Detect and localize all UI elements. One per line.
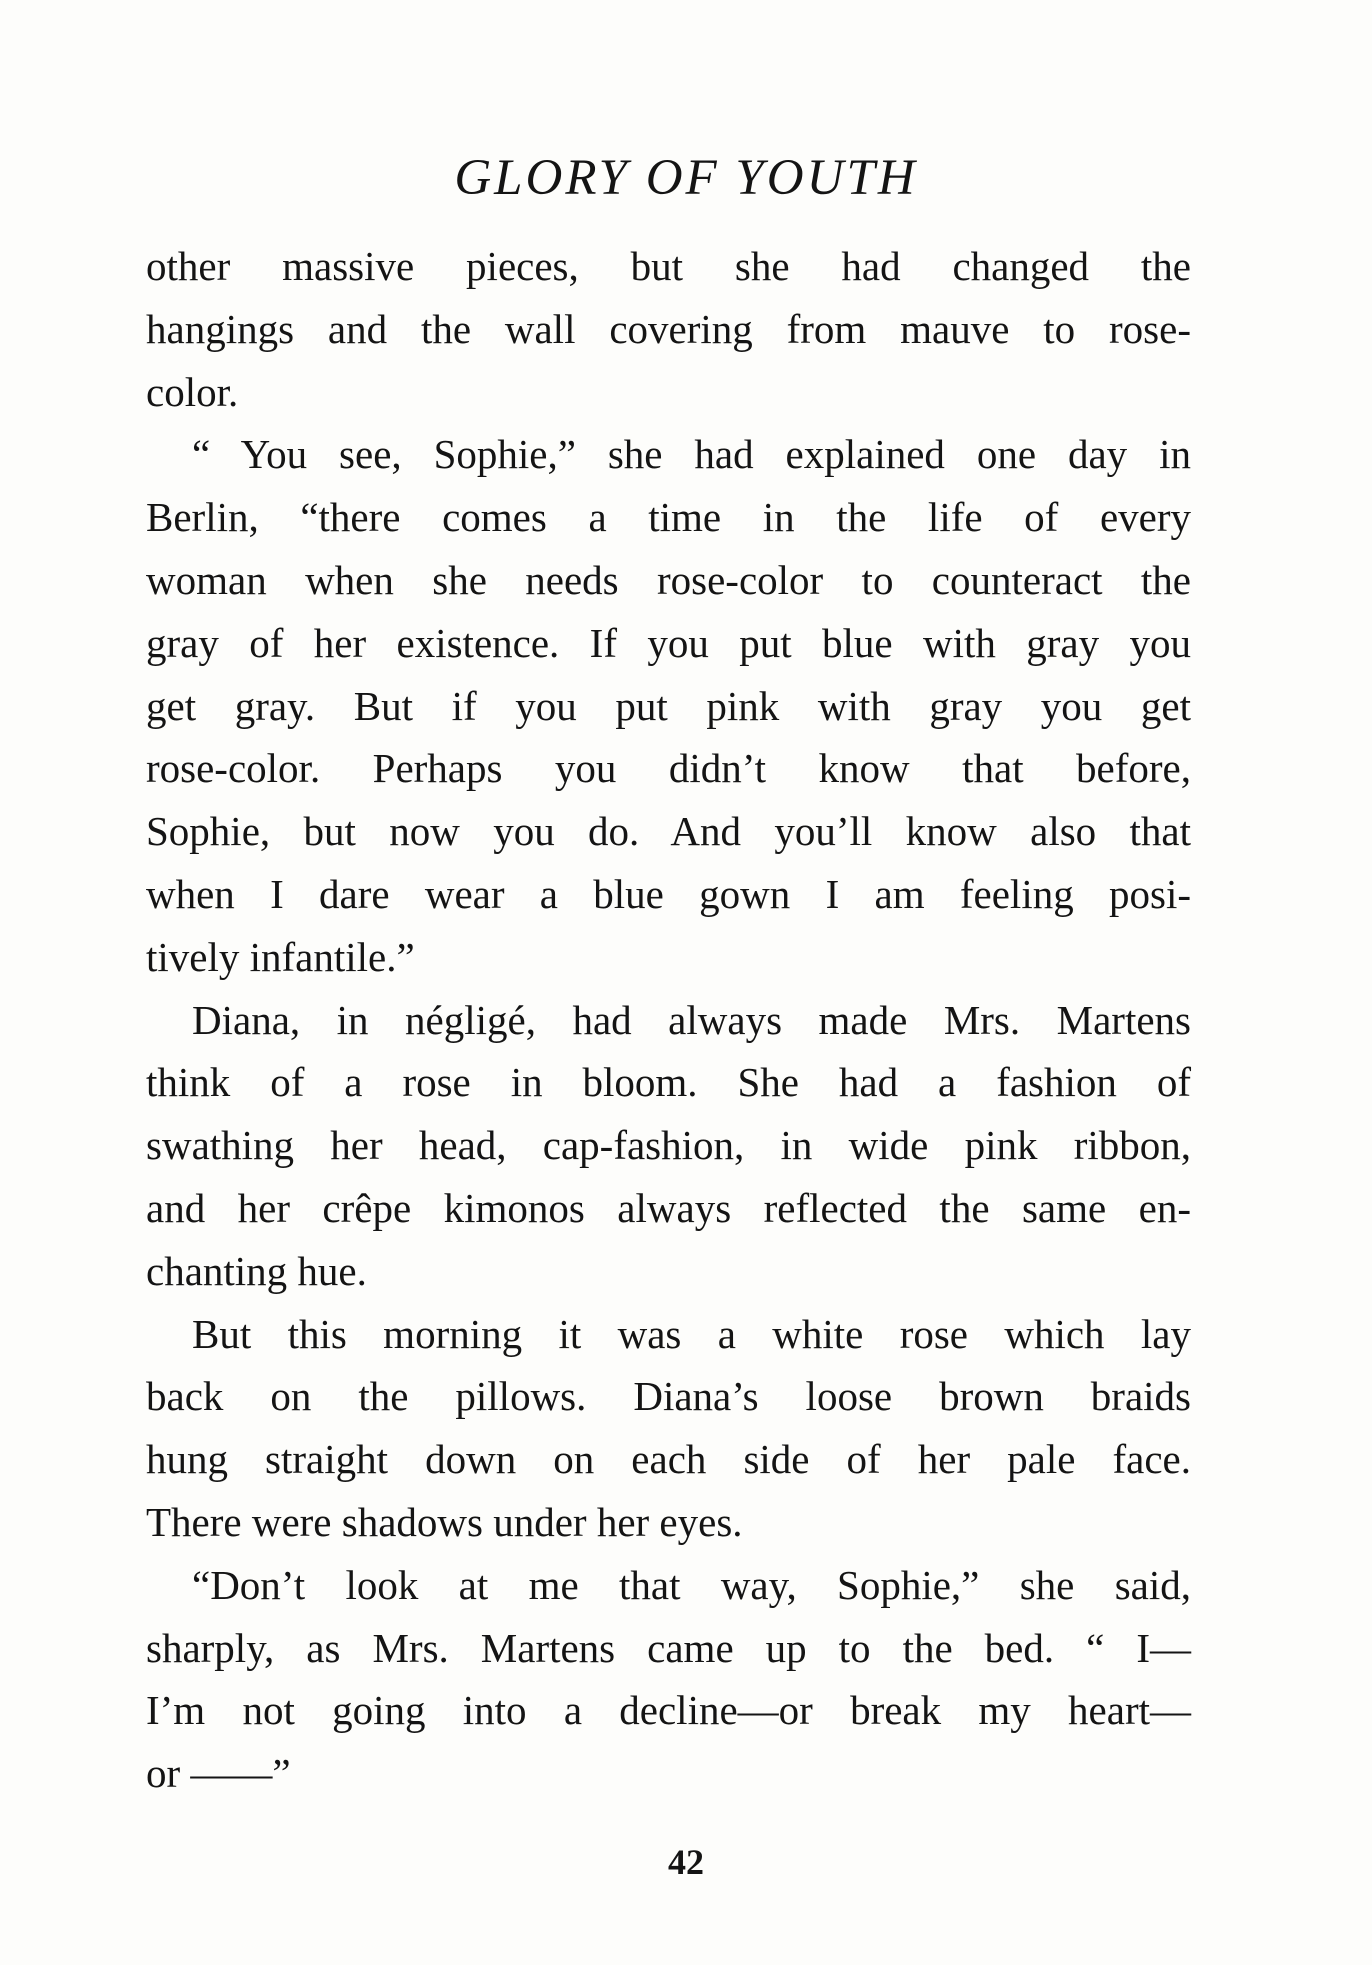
text-line: back on the pillows. Diana’s loose brown braids bbox=[146, 1373, 1191, 1420]
text-line: Berlin, “there comes a time in the life of every bbox=[146, 494, 1191, 541]
body-text bbox=[146, 235, 1191, 1805]
text-line: Sophie, but now you do. And you’ll know also that bbox=[146, 808, 1191, 855]
text-line: or ——” bbox=[146, 1750, 291, 1797]
text-line: think of a rose in bloom. She had a fashion of bbox=[146, 1059, 1191, 1106]
text-line: I’m not going into a decline—or break my heart— bbox=[146, 1687, 1191, 1734]
text-line: swathing her head, cap-fashion, in wide pink ribbon, bbox=[146, 1122, 1191, 1169]
text-line: Diana, in négligé, had always made Mrs. Martens bbox=[192, 996, 1191, 1043]
text-line: when I dare wear a blue gown I am feeling posi- bbox=[146, 870, 1191, 917]
text-line: But this morning it was a white rose which lay bbox=[192, 1310, 1191, 1357]
text-line: color. bbox=[146, 368, 239, 415]
page-number: 42 bbox=[668, 1842, 704, 1882]
text-line: woman when she needs rose-color to counteract the bbox=[146, 556, 1191, 603]
text-line: sharply, as Mrs. Martens came up to the bed. “ I— bbox=[146, 1624, 1191, 1671]
text-line: hangings and the wall covering from mauve to rose- bbox=[146, 305, 1191, 352]
text-line: and her crêpe kimonos always reflected the same en- bbox=[146, 1184, 1191, 1231]
text-line: tively infantile.” bbox=[146, 933, 415, 980]
text-line: rose-color. Perhaps you didn’t know that before, bbox=[146, 745, 1191, 792]
text-line: chanting hue. bbox=[146, 1247, 367, 1294]
text-line: “Don’t look at me that way, Sophie,” she said, bbox=[192, 1561, 1191, 1608]
text-line: “ You see, Sophie,” she had explained one day in bbox=[192, 431, 1191, 478]
text-line: There were shadows under her eyes. bbox=[146, 1498, 743, 1545]
text-line: other massive pieces, but she had changed the bbox=[146, 243, 1191, 289]
text-line: hung straight down on each side of her pale face. bbox=[146, 1436, 1191, 1483]
text-line: get gray. But if you put pink with gray you get bbox=[146, 682, 1191, 729]
running-head: GLORY OF YOUTH bbox=[454, 150, 918, 206]
text-line: gray of her existence. If you put blue with gray you bbox=[146, 619, 1191, 666]
